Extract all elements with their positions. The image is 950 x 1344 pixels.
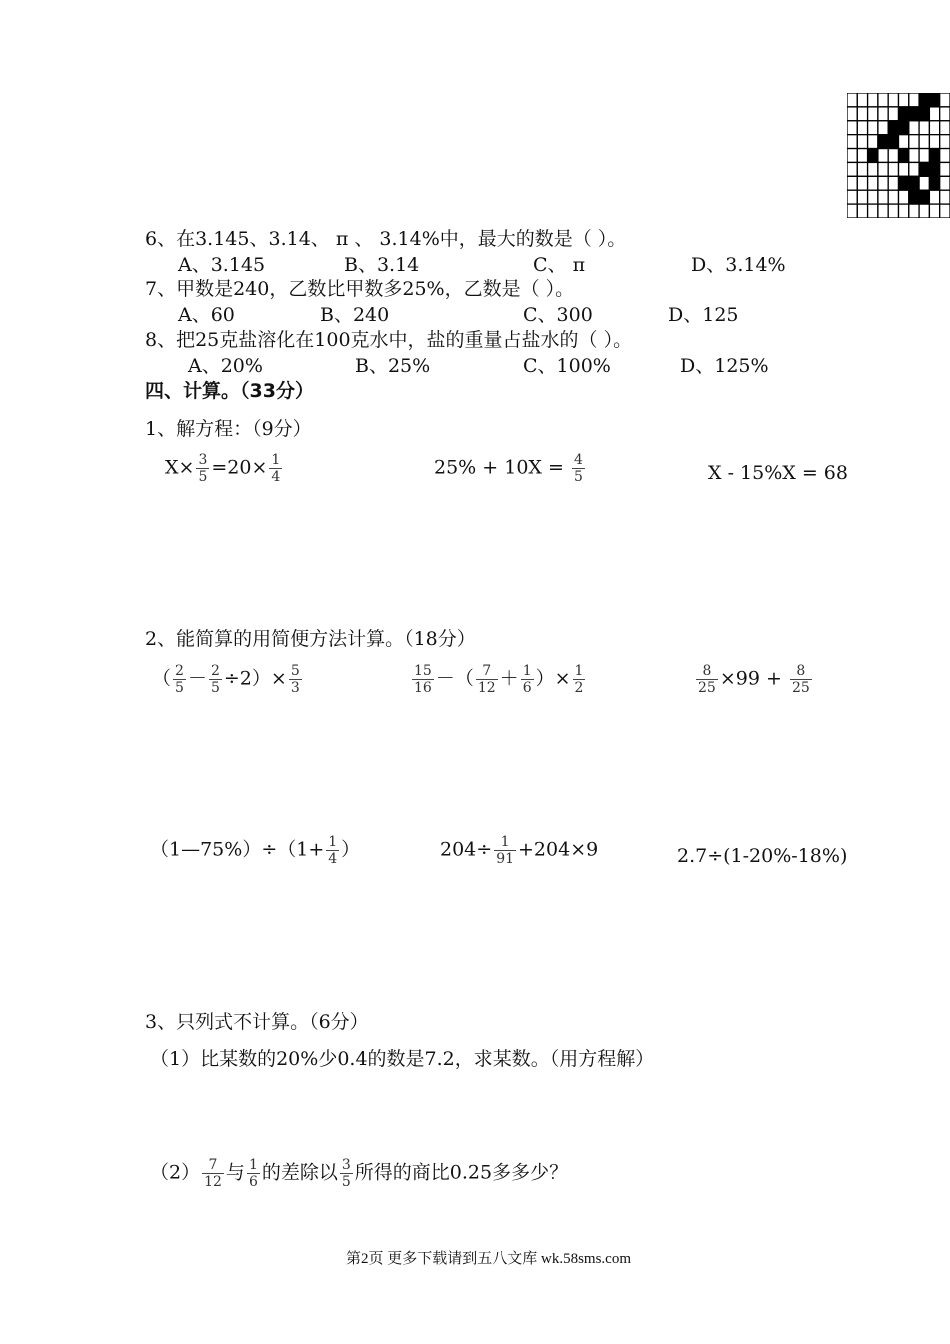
q7-option-d: D、125 (668, 304, 739, 326)
grid-cell (878, 204, 888, 218)
grid-cell (919, 176, 929, 190)
grid-cell (888, 204, 898, 218)
grid-cell (919, 135, 929, 149)
grid-cell (909, 149, 919, 163)
grid-cell (919, 204, 929, 218)
grid-cell (919, 93, 929, 107)
grid-cell (919, 149, 929, 163)
fraction: $\frac{3}{5}$ (341, 1157, 351, 1190)
grid-cell (899, 107, 909, 121)
grid-cell (868, 149, 878, 163)
q7-option-b: B、240 (320, 304, 390, 326)
grid-cell (899, 149, 909, 163)
grid-cell (878, 162, 888, 176)
expression-4: （1—75%）÷（1+ $\frac{1}{4}$ ） (150, 834, 361, 867)
equation-1: X× $\frac{3}{5}$ =20× $\frac{1}{4}$ (165, 452, 281, 485)
grid-cell (888, 190, 898, 204)
q7-option-c: C、300 (523, 304, 593, 326)
grid-cell (857, 204, 867, 218)
grid-cell (878, 93, 888, 107)
grid-cell (909, 135, 919, 149)
grid-cell (899, 121, 909, 135)
grid-cell (847, 162, 857, 176)
grid-cell (847, 149, 857, 163)
section-4-title: 四、计算。（33分） (145, 380, 314, 402)
grid-cell (857, 121, 867, 135)
grid-cell (857, 135, 867, 149)
fraction: $\frac{7}{12}$ (204, 1157, 222, 1190)
grid-cell (909, 93, 919, 107)
grid-cell (868, 121, 878, 135)
part-3-question-2: （2） $\frac{7}{12}$ 与 $\frac{1}{6}$ 的差除以 $\frac{3}{5}$ 所得的商比0.25多多少？ (150, 1157, 569, 1190)
grid-cell (847, 121, 857, 135)
grid-cell (878, 190, 888, 204)
q6-option-b: B、3.14 (344, 254, 420, 276)
grid-cell (868, 190, 878, 204)
grid-cell (888, 149, 898, 163)
grid-cell (909, 121, 919, 135)
part-1-title: 1、解方程：（9分） (145, 418, 312, 440)
grid-cell (929, 176, 939, 190)
grid-cell (899, 204, 909, 218)
grid-cell (857, 149, 867, 163)
expression-1: （ $\frac{2}{5}$ － $\frac{2}{5}$ ÷2）× $\frac{5}{3}$ (152, 663, 300, 696)
grid-cell (857, 93, 867, 107)
grid-cell (847, 176, 857, 190)
fraction: $\frac{2}{5}$ (175, 663, 184, 696)
grid-cell (878, 135, 888, 149)
expression-2: $\frac{15}{16}$ －（ $\frac{7}{12}$ ＋ $\frac{1}{6}$ ）× $\frac{1}{2}$ (414, 663, 584, 696)
grid-cell (899, 162, 909, 176)
grid-cell (919, 190, 929, 204)
fraction: $\frac{2}{5}$ (210, 663, 220, 696)
grid-cell (847, 190, 857, 204)
grid-cell (899, 135, 909, 149)
grid-cell (857, 190, 867, 204)
question-7-stem: 7、甲数是240，乙数比甲数多25%，乙数是（ ）。 (145, 278, 575, 300)
grid-cell (888, 176, 898, 190)
grid-cell (857, 162, 867, 176)
grid-cell (899, 176, 909, 190)
grid-cell (929, 149, 939, 163)
grid-cell (909, 190, 919, 204)
grid-cell (868, 93, 878, 107)
grid-cell (940, 204, 950, 218)
grid-cell (868, 107, 878, 121)
grid-cell (940, 149, 950, 163)
grid-cell (847, 204, 857, 218)
grid-cell (909, 204, 919, 218)
q8-option-a: A、20% (188, 355, 263, 377)
grid-cell (888, 107, 898, 121)
grid-cell (878, 107, 888, 121)
fraction: $\frac{1}{91}$ (496, 834, 515, 867)
grid-cell (847, 107, 857, 121)
grid-cell (929, 162, 939, 176)
grid-cell (899, 190, 909, 204)
grid-cell (929, 93, 939, 107)
grid-pattern-image (847, 93, 950, 218)
grid-cell (857, 176, 867, 190)
q7-option-a: A、60 (178, 304, 235, 326)
grid-cell (888, 93, 898, 107)
fraction: $\frac{4}{5}$ (573, 452, 583, 485)
grid-cell (857, 107, 867, 121)
equation-3: X - 15%X = 68 (708, 462, 848, 484)
grid-cell (878, 121, 888, 135)
fraction: $\frac{8}{25}$ (791, 663, 810, 696)
q6-option-a: A、3.145 (178, 254, 266, 276)
grid-cell (929, 121, 939, 135)
part-3-title: 3、只列式不计算。（6分） (145, 1011, 369, 1033)
grid-cell (940, 176, 950, 190)
question-8-stem: 8、把25克盐溶化在100克水中，盐的重量占盐水的（ ）。 (145, 329, 633, 351)
grid-cell (919, 162, 929, 176)
grid-cell (878, 149, 888, 163)
grid-cell (929, 107, 939, 121)
fraction: $\frac{1}{4}$ (271, 452, 281, 485)
grid-cell (868, 176, 878, 190)
grid-cell (929, 135, 939, 149)
grid-cell (888, 121, 898, 135)
part-3-question-1: （1）比某数的20%少0.4的数是7.2，求某数。（用方程解） (150, 1048, 655, 1070)
grid-cell (899, 93, 909, 107)
grid-cell (878, 176, 888, 190)
part-2-title: 2、能简算的用简便方法计算。（18分） (145, 628, 476, 650)
grid-cell (940, 135, 950, 149)
grid-cell (868, 135, 878, 149)
q6-option-d: D、3.14% (691, 254, 786, 276)
fraction: $\frac{7}{12}$ (477, 663, 496, 696)
fraction: $\frac{1}{4}$ (328, 834, 338, 867)
grid-cell (929, 204, 939, 218)
expression-6: 2.7÷(1-20%-18%) (677, 845, 848, 867)
grid-cell (847, 135, 857, 149)
grid-cell (868, 162, 878, 176)
grid-cell (847, 93, 857, 107)
grid-cell (940, 190, 950, 204)
grid-cell (909, 107, 919, 121)
fraction: $\frac{15}{16}$ (414, 663, 432, 696)
grid-cell (919, 121, 929, 135)
grid-cell (940, 121, 950, 135)
grid-cell (909, 176, 919, 190)
grid-cell (909, 162, 919, 176)
fraction: $\frac{1}{6}$ (248, 1157, 258, 1190)
fraction: $\frac{5}{3}$ (290, 663, 300, 696)
expression-3: $\frac{8}{25}$ ×99 + $\frac{8}{25}$ (698, 663, 810, 696)
fraction: $\frac{1}{6}$ (522, 663, 532, 696)
grid-cell (940, 107, 950, 121)
expression-5: 204÷ $\frac{1}{91}$ +204×9 (440, 834, 599, 867)
q8-option-d: D、125% (680, 355, 769, 377)
grid-cell (919, 107, 929, 121)
q8-option-b: B、25% (355, 355, 431, 377)
q6-option-c: C、 π (533, 254, 586, 276)
grid-cell (888, 162, 898, 176)
q8-option-c: C、100% (523, 355, 611, 377)
grid-cell (888, 135, 898, 149)
grid-cell (868, 204, 878, 218)
grid-cell (940, 93, 950, 107)
grid-cell (929, 190, 939, 204)
fraction: $\frac{1}{2}$ (574, 663, 584, 696)
fraction: $\frac{8}{25}$ (698, 663, 716, 696)
question-6-stem: 6、在3.145、3.14、 π 、 3.14%中，最大的数是（ ）。 (145, 228, 627, 250)
equation-2: 25% + 10X = $\frac{4}{5}$ (434, 452, 583, 485)
page-footer: 第2页 更多下载请到五八文库 wk.58sms.com (346, 1251, 632, 1267)
fraction: $\frac{3}{5}$ (198, 452, 208, 485)
grid-cell (940, 162, 950, 176)
